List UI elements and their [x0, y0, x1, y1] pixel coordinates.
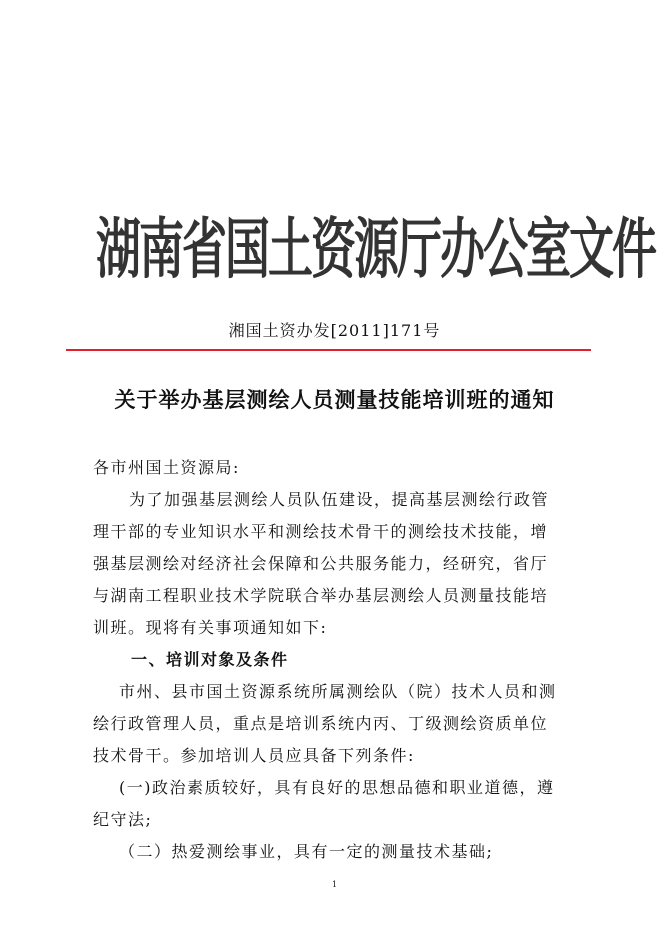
paragraph-line: 纪守法; — [93, 810, 153, 829]
section-heading: 一、培训对象及条件 — [131, 650, 289, 669]
paragraph-line: 与湖南工程职业技术学院联合举办基层测绘人员测量技能培 — [93, 586, 549, 605]
paragraph-line: 为了加强基层测绘人员队伍建设，提高基层测绘行政管 — [129, 490, 550, 509]
paragraph-line: (一)政治素质较好，具有良好的思想品德和职业道德，遵 — [119, 778, 555, 797]
salutation: 各市州国土资源局: — [93, 458, 240, 477]
issuing-office-title: 湖南省国土资源厅办公室文件 — [96, 210, 656, 288]
paragraph-line: 绘行政管理人员，重点是培训系统内丙、丁级测绘资质单位 — [93, 714, 549, 733]
paragraph-line: 理干部的专业知识水平和测绘技术骨干的测绘技术技能，增 — [93, 522, 549, 541]
paragraph-line: 训班。现将有关事项通知如下: — [93, 618, 328, 637]
notice-title: 关于举办基层测绘人员测量技能培训班的通知 — [114, 388, 555, 412]
red-divider-rule — [66, 349, 591, 351]
paragraph-line: 强基层测绘对经济社会保障和公共服务能力，经研究，省厅 — [93, 554, 549, 573]
page-number: 1 — [331, 880, 338, 889]
paragraph-line: 技术骨干。参加培训人员应具备下列条件: — [93, 746, 415, 765]
paragraph-line: （二）热爱测绘事业，具有一定的测量技术基础; — [119, 842, 494, 861]
document-number: 湘国土资办发[2011]171号 — [228, 321, 441, 340]
paragraph-line: 市州、县市国土资源系统所属测绘队（院）技术人员和测 — [119, 682, 557, 701]
